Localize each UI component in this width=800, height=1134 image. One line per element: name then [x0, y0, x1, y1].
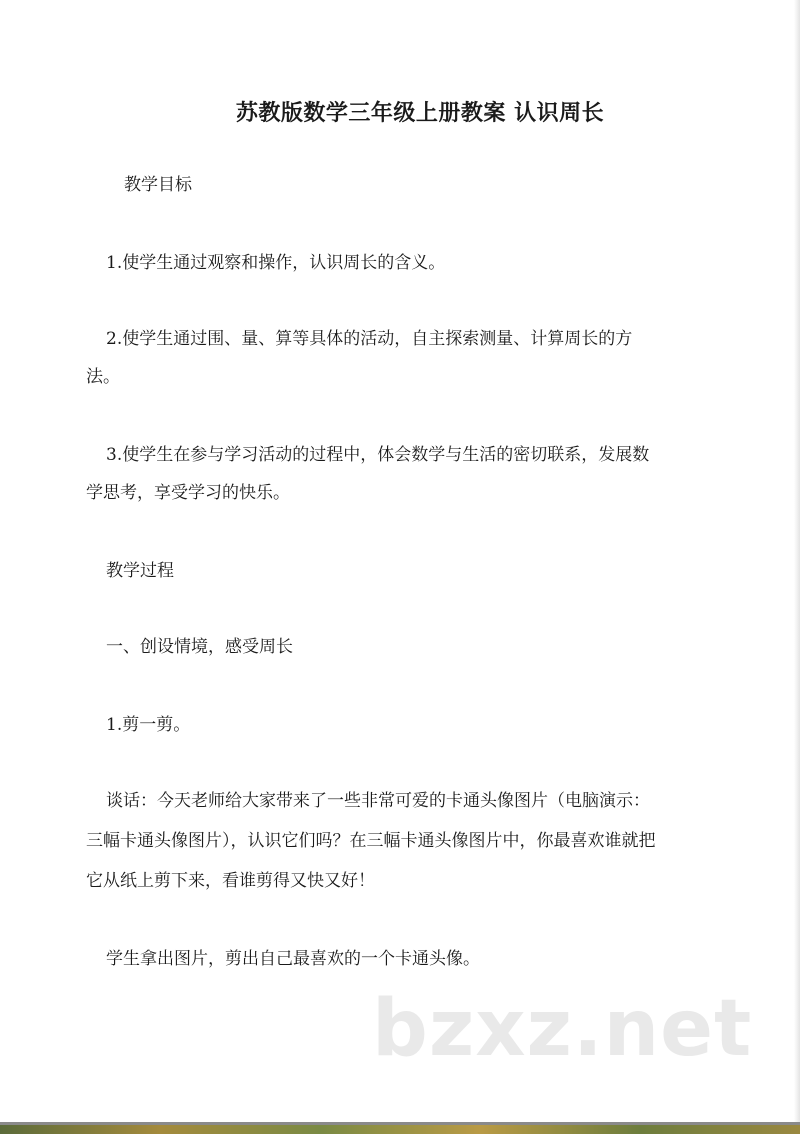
- objective-3-line-2: 学思考，享受学习的快乐。: [86, 483, 290, 503]
- step-heading-1: 一、创设情境，感受周长: [106, 637, 293, 657]
- watermark-logo: bzxz.net: [372, 984, 753, 1074]
- objective-3-line-1: 3.使学生在参与学习活动的过程中，体会数学与生活的密切联系，发展数: [106, 445, 650, 465]
- talk-line-3: 它从纸上剪下来，看谁剪得又快又好！: [86, 871, 375, 891]
- student-activity: 学生拿出图片，剪出自己最喜欢的一个卡通头像。: [106, 949, 480, 969]
- objective-1: 1.使学生通过观察和操作，认识周长的含义。: [106, 253, 446, 273]
- section-heading-objectives: 教学目标: [124, 175, 192, 195]
- talk-line-2: 三幅卡通头像图片），认识它们吗？在三幅卡通头像图片中，你最喜欢谁就把: [86, 831, 656, 851]
- document-title: 苏教版数学三年级上册教案 认识周长: [235, 101, 605, 126]
- objective-2-line-2: 法。: [86, 367, 120, 387]
- page-edge-shadow: [794, 0, 800, 1122]
- objective-2-line-1: 2.使学生通过围、量、算等具体的活动，自主探索测量、计算周长的方: [106, 329, 633, 349]
- talk-line-1: 谈话：今天老师给大家带来了一些非常可爱的卡通头像图片（电脑演示：: [106, 791, 650, 811]
- section-heading-process: 教学过程: [106, 561, 174, 581]
- activity-cut: 1.剪一剪。: [106, 715, 191, 735]
- bottom-decorative-strip: [0, 1122, 800, 1134]
